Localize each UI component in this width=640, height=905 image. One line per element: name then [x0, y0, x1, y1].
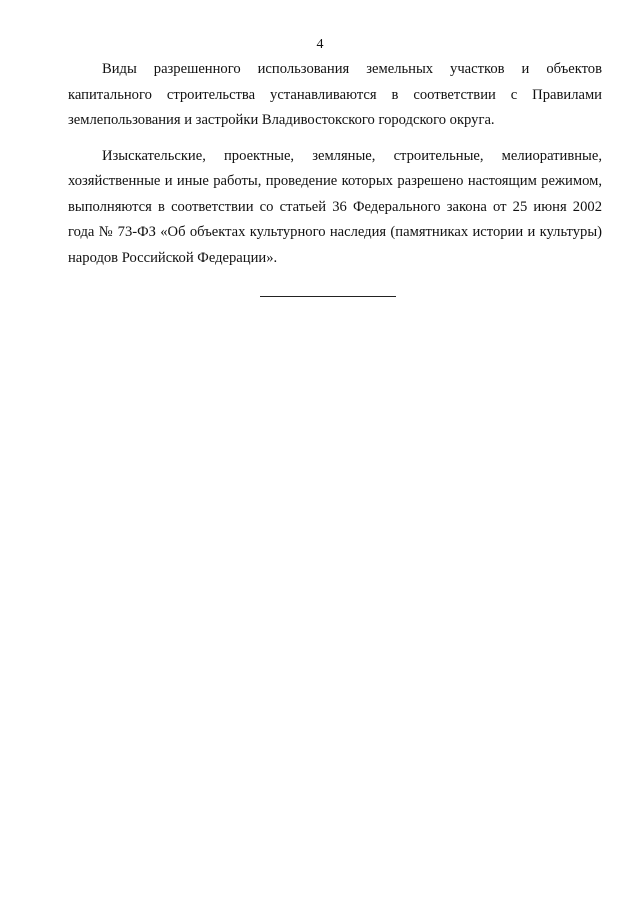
document-body [68, 57, 602, 271]
paragraph-permitted-use: Виды разрешенного использования земельных участков и объектов капитального строительства устанавливаются в соответствии с Правилами землепользования и застройки Владивостокского городского округа. [68, 61, 602, 128]
paragraph-works-regulation: Изыскательские, проектные, земляные, строительные, мелиоративные, хозяйственные и иные работы, проведение которых разрешено настоящим режимом, выполняются в соответствии со статьей 36 Федерального закона от 25 июня 2002 года № 73-ФЗ «Об объектах культурного наследия (памятниках истории и культуры) народов Российской Федерации». [68, 147, 602, 266]
page-number: 4 [316, 37, 324, 52]
closing-divider [260, 296, 396, 297]
